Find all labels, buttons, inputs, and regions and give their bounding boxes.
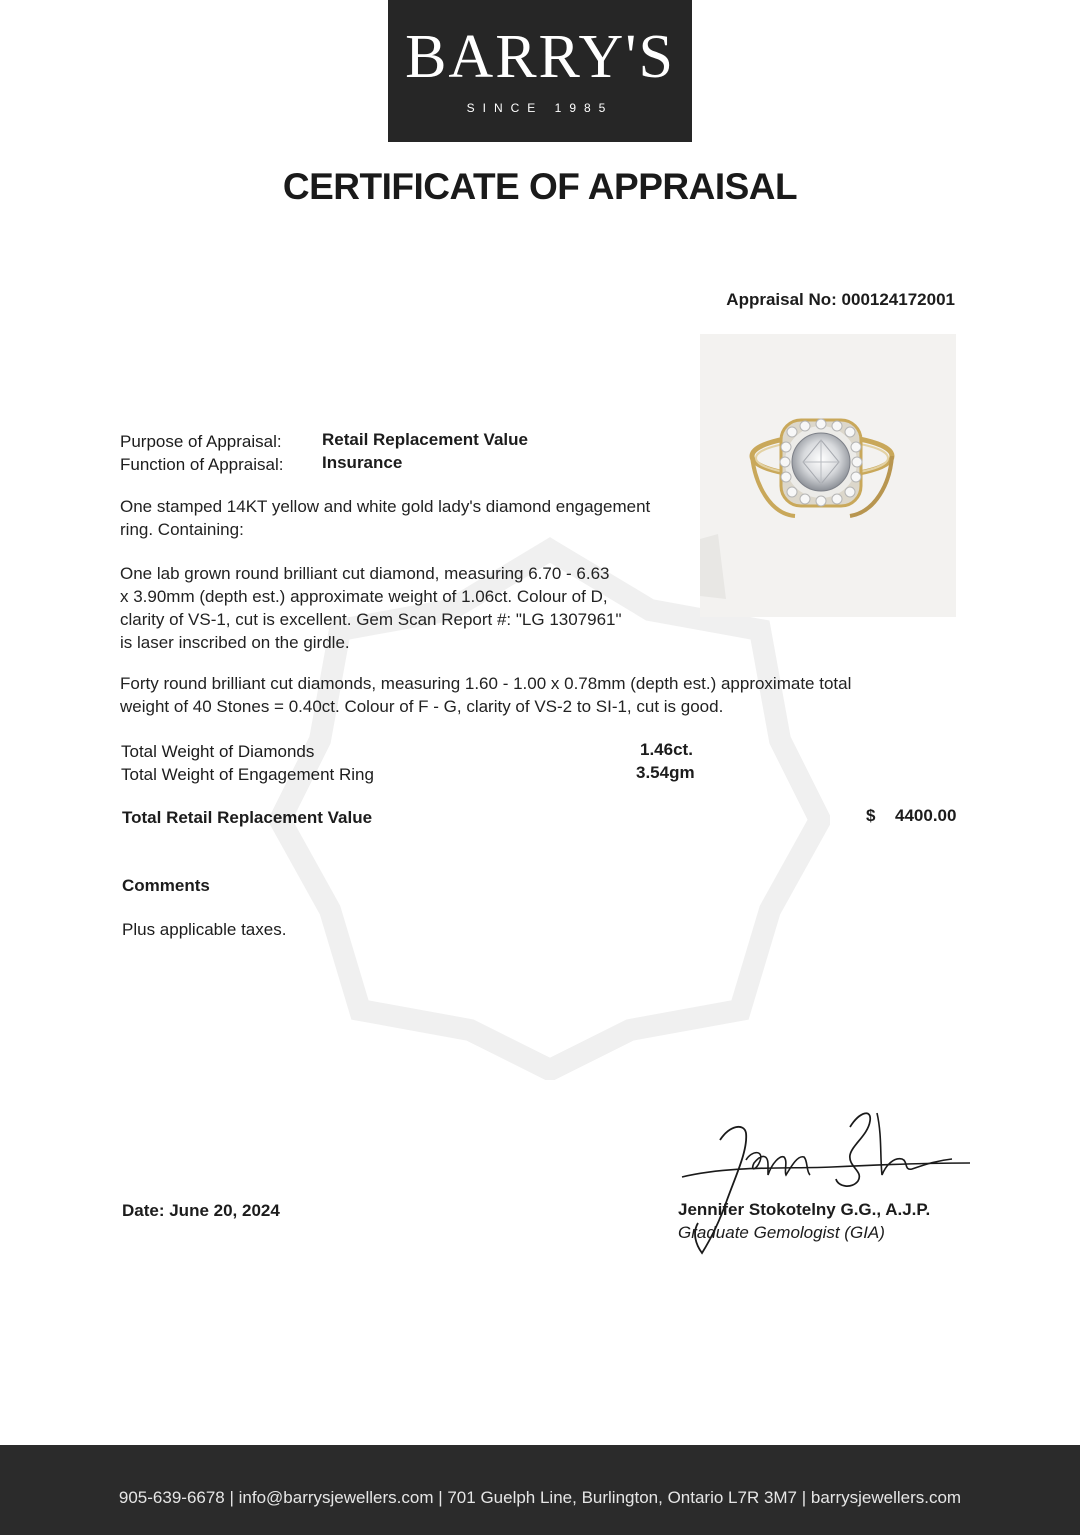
footer-contact: 905-639-6678 | info@barrysjewellers.com | 701 Guelph Line, Burlington, Ontario L7R 3M7 | barrysjewellers.com: [118, 1488, 962, 1507]
signer-name: Jennifer Stokotelny G.G., A.J.P.: [678, 1200, 931, 1219]
total-diamonds-label: Total Weight of Diamonds: [121, 742, 315, 761]
description-line: x 3.90mm (depth est.) approximate weight of 1.06ct. Colour of D,: [120, 587, 608, 606]
description-line: clarity of VS-1, cut is excellent. Gem Scan Report #: "LG 1307961": [120, 610, 622, 629]
description-paragraph-3: [120, 672, 851, 718]
purpose-label: Purpose of Appraisal:: [120, 432, 282, 451]
description-line: is laser inscribed on the girdle.: [120, 633, 350, 652]
comments-text: Plus applicable taxes.: [122, 920, 287, 939]
signer-title: Graduate Gemologist (GIA): [678, 1223, 885, 1242]
brand-name: BARRY'S: [405, 23, 675, 91]
comments-heading: Comments: [122, 876, 210, 895]
description-paragraph-2: [120, 562, 622, 654]
function-label: Function of Appraisal:: [120, 455, 284, 474]
function-value: Insurance: [322, 453, 403, 472]
appraisal-number: Appraisal No: 000124172001: [726, 290, 955, 309]
currency-symbol: $: [866, 806, 876, 825]
description-line: One lab grown round brilliant cut diamond, measuring 6.70 - 6.63: [120, 564, 610, 583]
retail-value-amount: 4400.00: [895, 806, 957, 825]
description-line: One stamped 14KT yellow and white gold lady's diamond engagement: [120, 497, 651, 516]
description-line: weight of 40 Stones = 0.40ct. Colour of F - G, clarity of VS-2 to SI-1, cut is good.: [120, 697, 724, 716]
description-line: Forty round brilliant cut diamonds, measuring 1.60 - 1.00 x 0.78mm (depth est.) approximate total: [120, 674, 852, 693]
appraisal-date: Date: June 20, 2024: [122, 1201, 280, 1220]
description-line: ring. Containing:: [120, 520, 244, 539]
total-ring-label: Total Weight of Engagement Ring: [121, 765, 374, 784]
description-paragraph-1: [120, 495, 650, 541]
retail-value-label: Total Retail Replacement Value: [122, 808, 373, 827]
total-diamonds-value: 1.46ct.: [640, 740, 693, 759]
brand-tagline: SINCE 1985: [466, 101, 614, 115]
document-title: CERTIFICATE OF APPRAISAL: [282, 166, 798, 207]
purpose-value: Retail Replacement Value: [322, 430, 528, 449]
brand-logo: [388, 0, 692, 142]
total-ring-value: 3.54gm: [636, 763, 695, 782]
ring-photo: [700, 334, 956, 617]
